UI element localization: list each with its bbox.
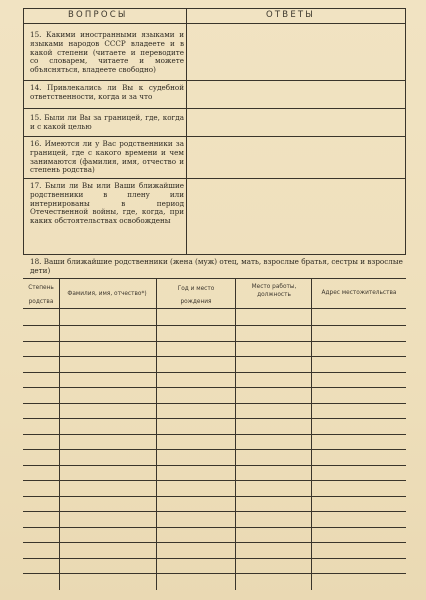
answer-abroad[interactable]	[188, 109, 405, 136]
table-row-line	[23, 465, 406, 466]
table-row-line	[23, 527, 406, 528]
table-header-line	[23, 308, 406, 309]
table-row-line	[23, 387, 406, 388]
column-header-job: Место работы, должность	[251, 284, 297, 298]
table-row-line	[23, 496, 406, 497]
table-row-line	[23, 325, 406, 326]
table-row-line	[23, 434, 406, 435]
questions-header: ВОПРОСЫ	[68, 10, 128, 20]
question-abroad: 15. Были ли Вы за границей, где, когда и с какой целью	[30, 113, 184, 131]
table-row-line	[23, 356, 406, 357]
table-row-line	[23, 403, 406, 404]
question-court: 14. Привлекались ли Вы к судебной ответственности, когда и за что	[30, 83, 184, 101]
table-top-line	[23, 278, 406, 279]
row-divider	[23, 254, 406, 255]
answers-header: ОТВЕТЫ	[266, 10, 315, 20]
table-row-line	[23, 511, 406, 512]
table-row-line	[23, 480, 406, 481]
table-row-line	[23, 558, 406, 559]
answer-captivity[interactable]	[188, 179, 405, 254]
column-header-kinship: Степень родства	[28, 285, 54, 305]
answer-languages[interactable]	[188, 24, 405, 80]
question-captivity: 17. Были ли Вы или Ваши ближайшие родственники в плену или интернированы в период Отечественной войны, где, когда, при каких обстоятельствах освобождены	[30, 181, 184, 226]
table-row-line	[23, 449, 406, 450]
relatives-table	[23, 278, 406, 590]
table-row-line	[23, 542, 406, 543]
answer-relatives-abroad[interactable]	[188, 137, 405, 178]
column-header-address: Адрес местожительства	[321, 290, 397, 296]
table-row-line	[23, 418, 406, 419]
column-header-birth: Год и место рождения	[177, 286, 215, 305]
question-close-relatives: 18. Ваши ближайшие родственники (жена (муж) отец, мать, взрослые братья, сестры и взрослые дети)	[30, 257, 403, 275]
table-row-line	[23, 573, 406, 574]
question-relatives-abroad: 16. Имеются ли у Вас родственники за границей, где с какого времени и чем занимаются (фамилия, имя, отчество и степень родства)	[30, 139, 184, 175]
table-row-line	[23, 341, 406, 342]
answer-court[interactable]	[188, 81, 405, 108]
table-row-line	[23, 372, 406, 373]
question-languages: 15. Какими иностранными языками и языками народов СССР владеете и в какой степени (читаете и переводите со словарем, читаете и можете объясняться, владеете свободно)	[30, 30, 184, 75]
column-header-name: Фамилия, имя, отчество*)	[67, 291, 147, 297]
